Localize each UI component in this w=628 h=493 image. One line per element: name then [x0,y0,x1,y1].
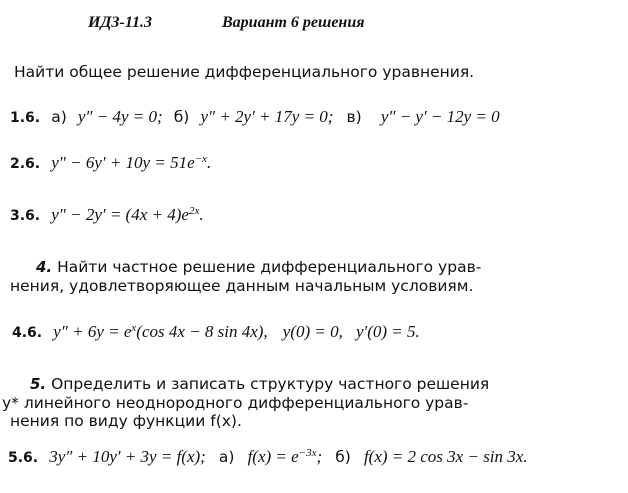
task-4-line-2: нения, удовлетворяющее данным начальным условиям. [10,277,474,295]
condition-2: y′(0) = 5. [355,322,420,341]
problem-number: 3.6. [10,208,41,224]
task-text: Определить и записать структуру частного решения [51,375,490,393]
problem-number: 1.6. [10,110,41,126]
problem-number: 2.6. [10,156,41,172]
part-b-label: б) [335,448,351,466]
part-b-label: б) [173,108,190,126]
equation: $y'' + 6y = e^x(\cos$ 4x − 8 sin 4x), [53,322,268,341]
task-5-line-3: нения по виду функции f(x). [10,412,242,430]
equation-b: y″ + 2y′ + 17y = 0; [200,107,334,126]
problem-number: 5.6. [8,450,39,466]
equation: $y'' - 2y' = (4x + 4)e^{2x}$. [51,205,204,224]
equation-c: y″ − y′ − 12y = 0 [380,107,500,126]
part-a-label: а) [218,448,235,466]
problem-4-6 [12,322,420,342]
task-number: 5. [30,375,47,393]
task-text: Найти частное решение дифференциального урав- [57,258,482,276]
header-idz: ИДЗ-11.3 [88,14,152,31]
part-c-label: в) [346,108,362,126]
equation-a: y″ − 4y = 0; [77,107,163,126]
equation: 3y″ + 10y′ + 3y = f(x); [49,447,206,466]
problem-3-6 [10,205,204,225]
task-5-line-1 [30,375,489,393]
intro-text: Найти общее решение дифференциального уравнения. [14,63,475,81]
task-number: 4. [36,258,53,276]
equation: $y'' - 6y' + 10y = 51e^{-x}$. [51,153,212,172]
problem-1-6 [10,107,500,127]
task-4-line-1 [36,258,481,276]
problem-2-6 [10,153,211,173]
header-variant: Вариант 6 решения [222,14,365,31]
task-5-line-2: y* линейного неоднородного дифференциального урав- [2,394,469,412]
condition-1: y(0) = 0, [282,322,343,341]
problem-number: 4.6. [12,325,43,341]
function-b: f(x) = 2 cos 3x − sin 3x. [363,447,528,466]
function-a: $f(x) = e^{-3x}$; [247,447,323,466]
part-a-label: а) [51,108,67,126]
problem-5-6 [8,447,528,467]
